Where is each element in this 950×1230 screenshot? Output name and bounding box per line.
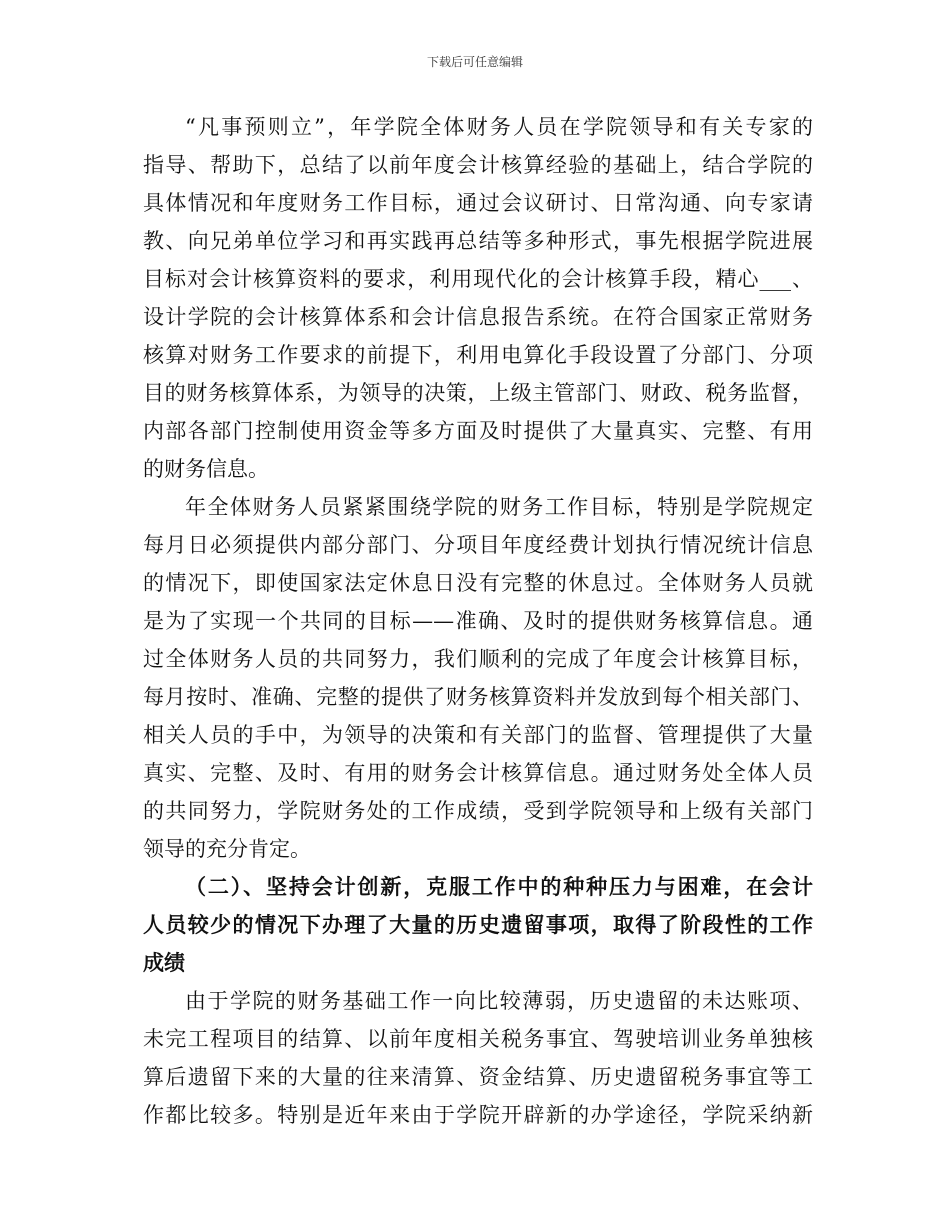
paragraph-line: 是为了实现一个共同的目标——准确、及时的提供财务核算信息。通 [143, 609, 813, 633]
paragraph-line: 相关人员的手中，为领导的决策和有关部门的监督、管理提供了大量 [143, 723, 813, 747]
paragraph-line: 的情况下，即使国家法定休息日没有完整的休息过。全体财务人员就 [143, 571, 813, 595]
paragraph-line: 目的财务核算体系，为领导的决策，上级主管部门、财政、税务监督， [143, 381, 813, 405]
paragraph-line: 每月日必须提供内部分部门、分项目年度经费计划执行情况统计信息 [143, 533, 813, 557]
paragraph-line: 内部各部门控制使用资金等多方面及时提供了大量真实、完整、有用 [143, 419, 813, 443]
section-heading-line: （二）、坚持会计创新，克服工作中的种种压力与困难，在会计 [185, 874, 813, 899]
paragraph-line: 算后遗留下来的大量的往来清算、资金结算、历史遗留税务事宜等工 [143, 1065, 813, 1089]
paragraph-line: 真实、完整、及时、有用的财务会计核算信息。通过财务处全体人员 [143, 761, 813, 785]
section-heading-line: 人员较少的情况下办理了大量的历史遗留事项，取得了阶段性的工作 [143, 912, 813, 937]
paragraph-line: 领导的充分肯定。 [143, 837, 311, 861]
paragraph-line: 作都比较多。特别是近年来由于学院开辟新的办学途径，学院采纳新 [143, 1103, 813, 1127]
paragraph-line: 的共同努力，学院财务处的工作成绩，受到学院领导和上级有关部门 [143, 799, 813, 823]
paragraph-line: 年全体财务人员紧紧围绕学院的财务工作目标，特别是学院规定 [185, 495, 813, 519]
paragraph-line: 指导、帮助下，总结了以前年度会计核算经验的基础上，结合学院的 [143, 153, 813, 177]
page-header: 下载后可任意编辑 [426, 55, 523, 69]
paragraph-line: “凡事预则立”，年学院全体财务人员在学院领导和有关专家的 [185, 115, 813, 139]
paragraph-line: 目标对会计核算资料的要求，利用现代化的会计核算手段，精心___、 [143, 267, 813, 291]
paragraph-line: 由于学院的财务基础工作一向比较薄弱，历史遗留的未达账项、 [185, 989, 813, 1013]
paragraph-line: 具体情况和年度财务工作目标，通过会议研讨、日常沟通、向专家请 [143, 191, 813, 215]
paragraph-line: 的财务信息。 [143, 457, 269, 481]
paragraph-line: 教、向兄弟单位学习和再实践再总结等多种形式，事先根据学院进展 [143, 229, 813, 253]
paragraph-line: 每月按时、准确、完整的提供了财务核算资料并发放到每个相关部门、 [143, 685, 813, 709]
paragraph-line: 过全体财务人员的共同努力，我们顺利的完成了年度会计核算目标， [143, 647, 813, 671]
paragraph-line: 设计学院的会计核算体系和会计信息报告系统。在符合国家正常财务 [143, 305, 813, 329]
paragraph-line: 核算对财务工作要求的前提下，利用电算化手段设置了分部门、分项 [143, 343, 813, 367]
document-body [143, 108, 813, 1134]
section-heading-line: 成绩 [143, 950, 185, 975]
paragraph-line: 未完工程项目的结算、以前年度相关税务事宜、驾驶培训业务单独核 [143, 1027, 813, 1051]
